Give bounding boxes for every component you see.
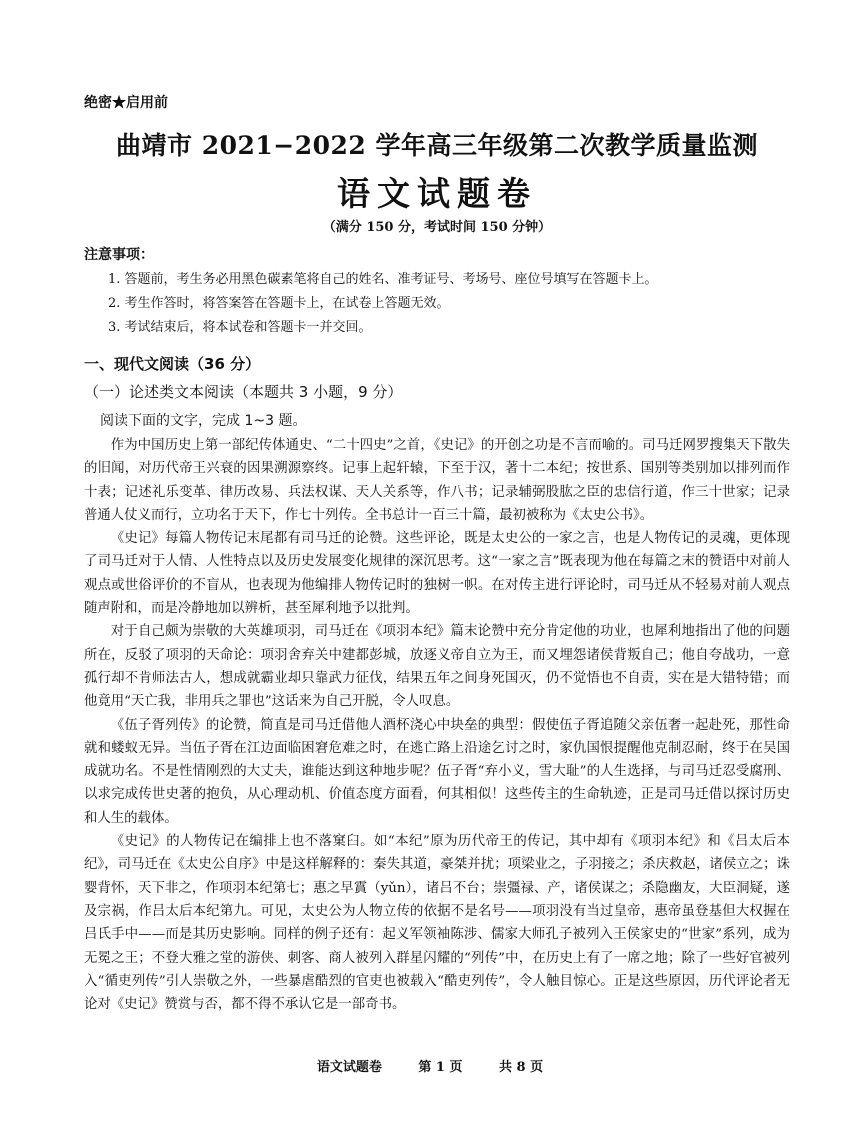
passage-paragraph: 作为中国历史上第一部纪传体通史、“二十四史”之首，《史记》的开创之功是不言而喻的。司马迁网罗搜集天下散失的旧闻，对历代帝王兴衰的因果溯源察终。记事上起轩辕，下至于汉，著十二本纪；按世系、国别等类别加以排列而作十表；记述礼乐变革、律历改易、兵法权谋、天人关系等，作八书；记录辅弼股肱之臣的忠信行道，作三十世家；记录普通人仗义而行，立功名于天下，作七十列传。全书总计一百三十篇，最初被称为《太史公书》。 <box>84 438 790 523</box>
subsection-title: （一）论述类文本阅读（本题共 3 小题，9 分） <box>84 383 403 401</box>
notice-item: 3. 考试结束后，将本试卷和答题卡一并交回。 <box>108 320 372 335</box>
score-info: （满分 150 分，考试时间 150 分钟） <box>322 220 552 235</box>
footer-page-number: 第 1 页 <box>418 1060 463 1075</box>
reading-instruction: 阅读下面的文字，完成 1~3 题。 <box>100 413 307 429</box>
page-footer <box>0 1056 860 1075</box>
subject-title: 语文试题卷 <box>337 174 537 213</box>
notice-item: 2. 考生作答时，将答案答在答题卡上，在试卷上答题无效。 <box>108 296 450 311</box>
passage-paragraph: 《史记》的人物传记在编排上也不落窠臼。如“本纪”原为历代帝王的传记，其中却有《项羽本纪》和《吕太后本纪》，司马迁在《太史公自序》中是这样解释的：秦失其道，豪桀并扰；项梁业之，子羽接之；杀庆救赵，诸侯立之；诛婴背怀，天下非之，作项羽本纪第七；惠之早霣（yǔn），诸吕不台；崇彊禄、产，诸侯谋之；杀隐幽友，大臣洞疑，遂及宗祸，作吕太后本纪第九。可见，太史公为人物立传的依据不是名号——项羽没有当过皇帝，惠帝虽登基但大权握在吕氏手中——而是其历史影响。同样的例子还有：起义军领袖陈涉、儒家大师孔子被列入王侯家史的“世家”系列，成为无冕之王；不登大雅之堂的游侠、刺客、商人被列入群星闪耀的“列传”中，在历史上有了一席之地；除了一些好官被列入“循吏列传”引人崇敬之外，一些暴虐酷烈的官吏也被载入“酷吏列传”，令人触目惊心。正是这些原因，历代评论者无论对《史记》赞赏与否，都不得不承认它是一部奇书。 <box>84 834 790 1013</box>
exam-title: 曲靖市 2021−2022 学年高三年级第二次教学质量监测 <box>115 131 759 160</box>
footer-subject: 语文试题卷 <box>316 1060 382 1075</box>
secret-label: 绝密★启用前 <box>84 95 168 111</box>
reading-passage <box>84 434 790 1016</box>
passage-paragraph: 对于自己颇为崇敬的大英雄项羽，司马迁在《项羽本纪》篇末论赞中充分肯定他的功业，也犀利地指出了他的问题所在，反驳了项羽的天命论：项羽舍弃关中建都彭城，放逐义帝自立为王，而又埋怨诸侯背叛自己；他自夸战功，一意孤行却不肯师法古人，想成就霸业却只靠武力征伐，结果五年之间身死国灭，仍不觉悟也不自责，实在是大错特错；而他竟用“天亡我，非用兵之罪也”这话来为自己开脱，令人叹息。 <box>84 624 790 710</box>
passage-paragraph: 《史记》每篇人物传记末尾都有司马迁的论赞。这些评论，既是太史公的一家之言，也是人物传记的灵魂，更体现了司马迁对于人情、人性特点以及历史发展变化规律的深沉思考。这“一家之言”既表现为他在每篇之末的赞语中对前人观点或世俗评价的不盲从，也表现为他编排人物传记时的独树一帜。在对传主进行评论时，司马迁从不轻易对前人观点随声附和，而是冷静地加以辨析，甚至犀利地予以批判。 <box>84 531 790 617</box>
footer-total-pages: 共 8 页 <box>499 1060 544 1075</box>
notice-item: 1. 答题前，考生务必用黑色碳素笔将自己的姓名、准考证号、考场号、座位号填写在答题卡上。 <box>108 272 658 287</box>
passage-paragraph: 《伍子胥列传》的论赞，简直是司马迁借他人酒杯浇心中块垒的典型：假使伍子胥追随父亲伍奢一起赴死，那性命就和蝼蚁无异。当伍子胥在江边面临困窘危难之时，在逃亡路上沿途乞讨之时，家仇国恨提醒他克制忍耐，终于在吴国成就功名。不是性情刚烈的大丈夫，谁能达到这种地步呢？伍子胥“弃小义，雪大耻”的人生选择，与司马迁忍受腐刑、以求完成传世史著的抱负，从心理动机、价值态度方面看，何其相似！这些传主的生命轨迹，正是司马迁借以探讨历史和人生的载体。 <box>84 717 790 826</box>
notice-list <box>108 268 790 340</box>
notice-title: 注意事项： <box>84 247 154 263</box>
section-title: 一、现代文阅读（36 分） <box>84 355 261 373</box>
